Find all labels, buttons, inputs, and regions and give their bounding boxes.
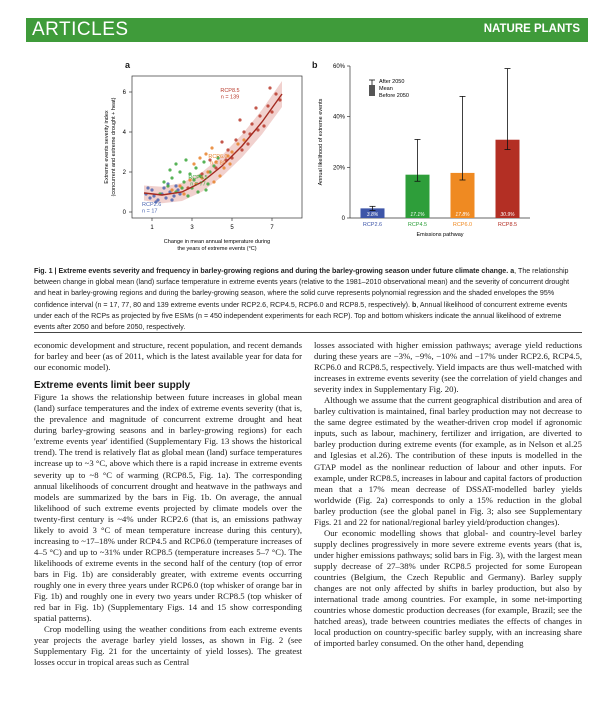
severity-scatter-chart: [70, 58, 330, 263]
y-tick-label: 2: [122, 170, 126, 176]
data-point-rcp45: [184, 158, 187, 161]
bar-value-label: 17.8%: [455, 212, 470, 218]
data-point-rcp85: [246, 142, 249, 145]
data-point-rcp45: [196, 190, 199, 193]
data-point-rcp26: [146, 186, 149, 189]
series-n-label: n = 17: [142, 208, 158, 215]
caption-b-label: b: [411, 300, 417, 309]
data-point-rcp60: [242, 138, 245, 141]
y-tick-label: 60%: [332, 64, 345, 70]
legend-label: After 2050: [379, 79, 405, 85]
data-point-rcp60: [236, 142, 239, 145]
data-point-rcp85: [258, 114, 261, 117]
y-axis-label: (concurrent and extreme drought + heat): [111, 97, 117, 197]
data-point-rcp45: [194, 166, 197, 169]
data-point-rcp26: [148, 196, 151, 199]
data-point-rcp26: [164, 196, 167, 199]
legend-label: Before 2050: [379, 93, 409, 99]
y-axis-label: Annual likelihood of extreme events: [318, 98, 324, 186]
y-axis-label: Extreme events severity index: [104, 110, 110, 184]
y-tick-label: 0: [122, 210, 126, 216]
series-label: RCP6.0: [208, 154, 228, 160]
data-point-rcp60: [170, 188, 173, 191]
data-point-rcp85: [220, 140, 223, 143]
body-column-right: [314, 340, 582, 649]
data-point-rcp26: [172, 194, 175, 197]
data-point-rcp85: [268, 86, 271, 89]
data-point-rcp45: [166, 184, 169, 187]
caption-divider: [34, 332, 582, 333]
panel-b-label: b: [312, 60, 318, 70]
data-point-rcp85: [226, 148, 229, 151]
data-point-rcp45: [170, 176, 173, 179]
data-point-rcp60: [204, 152, 207, 155]
paragraph: economic development and structure, recent population, and recent demands for barley and beer (as of 2011, which is the latest available year for data for our economic model).: [34, 340, 302, 373]
data-point-rcp85: [242, 130, 245, 133]
paragraph: Figure 1a shows the relationship between future increases in global mean (land) surface temperatures and the index of extreme events severity (that is, the prevalence and magnitude of concurrent extreme drought and heat during barley-growing seasons and in barley-growing regions) for each 'extreme events year' identified (Supplementary Fig. 13 shows the historical trend). The trend is relatively flat as global mean (land) surface temperatures increase up to ~3 °C, above which there is a rapid increase in extreme events severity up to ~8 °C of warming (RCP8.5, Fig. 1a). The corresponding annual likelihoods of concurrent drought and heatwave in the pathways and models are summarized by the bars in Fig. 1b. On average, the annual likelihood of such extreme events projected by climate models over the twenty-first century is ~4% under RCP2.6 (that is, an emissions pathway likely to avoid 3 °C of mean temperature increase during this century), increasing to ~17–18% under RCP4.5 and RCP6.0 (temperature increases of 4–5 °C) and up to ~31% under RCP8.5 (temperature increases 5–7 °C). The likelihoods of extreme events in the second half of the century (top of error bars in Fig. 1b) are considerably greater, with extreme events occurring roughly one in every three years under RCP6.0 (top whisker of orange bar in Fig. 1b) and roughly one in every two years under RCP8.5 (top whisker of red bar in Fig. 1b) (Supplementary Figs. 14 and 15 show corresponding spatial patterns).: [34, 392, 302, 624]
data-point-rcp85: [270, 110, 273, 113]
data-point-rcp60: [222, 166, 225, 169]
x-tick-label: 1: [150, 225, 154, 231]
data-point-rcp60: [212, 180, 215, 183]
data-point-rcp85: [254, 106, 257, 109]
data-point-rcp45: [202, 160, 205, 163]
series-label: RCP2.6: [142, 202, 162, 208]
data-point-rcp26: [162, 186, 165, 189]
paragraph: Although we assume that the current geographical distribution and area of barley cultivation is maintained, final barley production may not decrease to the same degree estimated by the weather-driven crop model if agronomic inputs, such as labour, machinery, fertilizer and irrigation, are diverted to barley production during extreme events (for example, as in Nelson et al.25 and Iglesias et al.26). The contribution of these inputs is modelled in the GTAP model as the nonlinear reduction of labour and other inputs. For example, under RCP8.5, increases in labour and capital factors of production mean that a 17% mean decrease of DSSAT-modelled barley yields worldwide (Fig. 2a) corresponds to only a 15% reduction in the global barley production (see the global panel in Fig. 3; also see Supplementary Figs. 21 and 22 for national/regional barley yield/production changes).: [314, 395, 582, 527]
data-point-rcp26: [174, 184, 177, 187]
data-point-rcp45: [186, 194, 189, 197]
legend-label: Mean: [379, 86, 393, 92]
series-n-label: n = 77: [190, 181, 206, 188]
series-label: RCP8.5: [220, 88, 240, 94]
x-axis-label: the years of extreme events (°C): [177, 246, 257, 252]
caption-a-label: a: [510, 267, 515, 275]
data-point-rcp60: [182, 192, 185, 195]
data-point-rcp60: [198, 156, 201, 159]
panel-a-label: a: [125, 60, 131, 70]
data-point-rcp60: [192, 162, 195, 165]
journal-name: NATURE PLANTS: [483, 23, 580, 35]
bar-value-label: 3.8%: [366, 212, 379, 218]
y-tick-label: 4: [122, 130, 126, 136]
x-axis-label: Change in mean annual temperature during: [163, 239, 271, 245]
article-header: [26, 18, 588, 42]
y-tick-label: 20%: [332, 165, 345, 172]
data-point-rcp45: [204, 188, 207, 191]
y-tick-label: 40%: [332, 114, 345, 121]
series-n-label: n = 139: [220, 94, 240, 101]
bar-value-label: 30.9%: [500, 212, 515, 218]
data-point-rcp85: [238, 118, 241, 121]
paragraph: Our economic modelling shows that global- and country-level barley supply declines progressively in more severe extreme events years (that is, under higher emissions pathways; solid bars in Fig. 3), with the largest mean supply decrease of 27–38% under RCP8.5 projected for some European countries (Belgium, the Czech Republic and Germany). Barley supply changes are not only affected by shifts in barley production, but also by international trade among countries. For example, in some net-importing countries whose domestic production decreases (for example, Brazil; see the hatched areas), trade between countries mediates the effects of changes in local production on country-specific barley supply, with an increasing share of imported barley consumed. On the other hand, depending: [314, 527, 582, 649]
y-tick-label: 6: [122, 90, 126, 96]
series-label: RCP4.5: [188, 175, 208, 181]
section-label: ARTICLES: [32, 19, 129, 40]
x-tick-label: RCP6.0: [452, 222, 473, 228]
paragraph: Crop modelling using the weather conditions from each extreme events year projects the average barley yield losses, as shown in Fig. 2 (see Supplementary Fig. 21 for the uncertainty of yield losses). The greatest losses occur in tropical areas such as Central: [34, 624, 302, 668]
data-point-rcp85: [266, 104, 269, 107]
data-point-rcp85: [262, 124, 265, 127]
data-point-rcp85: [240, 148, 243, 151]
bar-rcp85: [496, 140, 520, 218]
x-axis-label: Emissions pathway: [416, 232, 464, 238]
likelihood-bar-chart: [310, 58, 570, 263]
data-point-rcp26: [150, 188, 153, 191]
data-point-rcp60: [178, 184, 181, 187]
confidence-envelope: [144, 81, 282, 203]
x-tick-label: 3: [190, 225, 194, 231]
section-heading: Extreme events limit beer supply: [34, 380, 191, 392]
data-point-rcp45: [162, 180, 165, 183]
data-point-rcp45: [168, 168, 171, 171]
data-point-rcp45: [174, 162, 177, 165]
figure-caption: [34, 266, 582, 333]
x-tick-label: 7: [270, 225, 274, 231]
caption-title: Fig. 1 | Extreme events severity and frequency in barley-growing regions and during the barley-growing season under future climate change.: [34, 267, 509, 275]
body-column-left: [34, 340, 302, 668]
data-point-rcp60: [210, 146, 213, 149]
series-n-label: n = 80: [210, 160, 226, 167]
y-tick-label: 0: [341, 216, 345, 222]
data-point-rcp60: [206, 170, 209, 173]
data-point-rcp60: [218, 174, 221, 177]
caption-b-text: , Annual likelihood of concurrent extreme events under each of the RCPs as projected by five ESMs (n = 450 independent experiments for each RCP). Top and bottom whiskers indicate the annual likelihood of extreme events after 2050 and before 2050, respectively.: [34, 300, 568, 332]
data-point-rcp60: [228, 162, 231, 165]
x-tick-label: RCP4.5: [407, 222, 428, 228]
x-tick-label: RCP2.6: [362, 222, 383, 228]
data-point-rcp85: [250, 122, 253, 125]
data-point-rcp60: [230, 150, 233, 153]
data-point-rcp26: [170, 198, 173, 201]
caption-a-text: , The relationship between change in global mean (land) surface temperature in extreme events years (relative to the 1981–2010 observational mean) and the severity of concurrent drought and heat in barley-growing regions and during the barley-growing season, where the solid curve represents polynomial regression and the shaded envelopes the 95% confidence interval (n = 17, 77, 80 and 139 extreme events under RCP2.6, RCP4.5, RCP6.0 and RCP8.5, respectively).: [34, 267, 570, 309]
bar-value-label: 17.1%: [410, 212, 425, 218]
legend-bar-icon: [369, 85, 375, 96]
x-tick-label: RCP8.5: [497, 222, 518, 228]
data-point-rcp85: [234, 138, 237, 141]
data-point-rcp45: [178, 170, 181, 173]
data-point-rcp45: [182, 180, 185, 183]
data-point-rcp85: [274, 92, 277, 95]
paragraph: losses associated with higher emission pathways; average yield reductions during these years are −3%, −9%, −10% and −17% under RCP2.6, RCP4.5, RCP6.0 and RCP8.5, respectively. Yield impacts are thus well-matched with increases in extreme events severity (see the correlation of yield changes and severity index in Supplementary Fig. 20).: [314, 340, 582, 395]
x-tick-label: 5: [230, 225, 234, 231]
data-point-rcp45: [206, 182, 209, 185]
